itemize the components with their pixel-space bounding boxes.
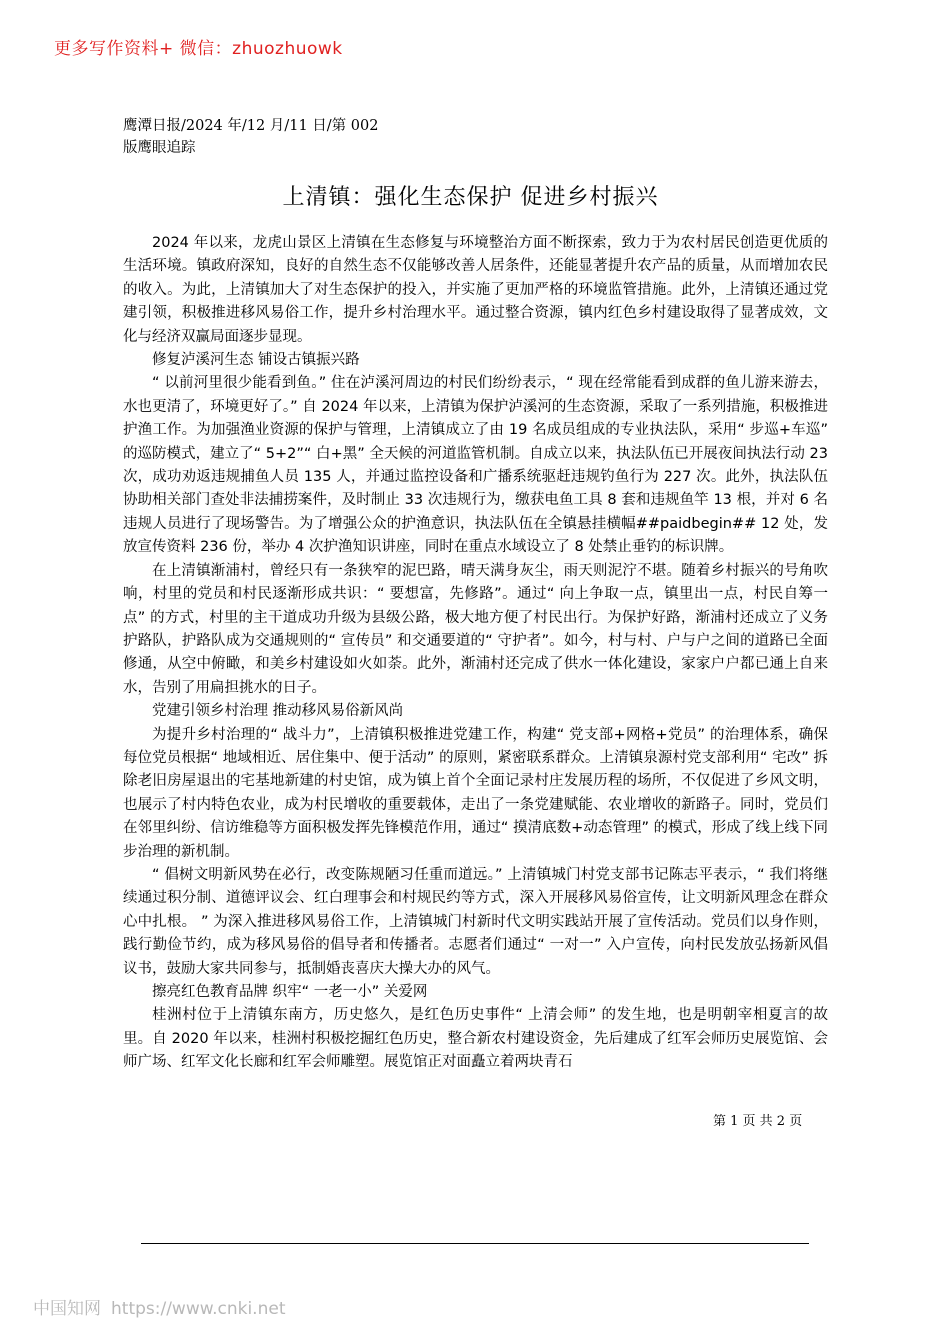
section-subheading: 党建引领乡村治理 推动移风易俗新风尚: [152, 703, 404, 720]
promo-banner: 更多写作资料+ 微信：zhuozhuowk: [54, 39, 343, 59]
column-name: 版鹰眼追踪: [123, 140, 196, 156]
paragraph: 在上清镇渐浦村，曾经只有一条狭窄的泥巴路，晴天满身灰尘，雨天则泥泞不堪。随着乡村振兴的号角吹响，村里的党员和村民逐渐形成共识：“ 要想富，先修路”。通过“ 向上争取一点，镇里出一点，村民自筹一点” 的方式，村里的主干道成功升级为县级公路，极大地方便了村民出行。为保护好路，渐浦村还成立了义务护路队，护路队成为交通规则的“ 宣传员” 和交通要道的“ 守护者”。如今，村与村、户与户之间的道路已全面修通，从空中俯瞰，和美乡村建设如火如荼。此外，渐浦村还完成了供水一体化建设，家家户户都已通上自来水，告别了用扁担挑水的日子。: [123, 562, 828, 696]
paragraph: “ 倡树文明新风势在必行，改变陈规陋习任重而道远。” 上清镇城门村党支部书记陈志平表示，“ 我们将继续通过积分制、道德评议会、红白理事会和村规民约等方式，深入开展移风易俗宣传，让文明新风理念在群众心中扎根。 ” 为深入推进移风易俗工作，上清镇城门村新时代文明实践站开展了宣传活动。党员们以身作则，践行勤俭节约，成为移风易俗的倡导者和传播者。志愿者们通过“ 一对一” 入户宣传，向村民发放弘扬新风倡议书，鼓励大家共同参与，抵制婚丧喜庆大操大办的风气。: [123, 866, 828, 977]
publication-source-line: 鹰潭日报/2024 年/12 月/11 日/第 002: [123, 118, 379, 134]
section-subheading: 修复泸溪河生态 铺设古镇振兴路: [152, 352, 360, 369]
page-number: 第 1 页 共 2 页: [713, 1114, 803, 1129]
section-subheading: 擦亮红色教育品牌 织牢“ 一老一小” 关爱网: [152, 984, 428, 1000]
footer-divider: [141, 1243, 809, 1244]
article-title: 上清镇：强化生态保护 促进乡村振兴: [282, 185, 659, 210]
paragraph: “ 以前河里很少能看到鱼。” 住在泸溪河周边的村民们纷纷表示，“ 现在经常能看到成群的鱼儿游来游去，水也更清了，环境更好了。” 自 2024 年以来，上清镇为保护泸溪河的生态资源，采取了一系列措施，积极推进护渔工作。为加强渔业资源的保护与管理，上清镇成立了由 19 名成员组成的专业执法队，采用“ 步巡+车巡” 的巡防模式，建立了“ 5+2”“ 白+黑” 全天候的河道监管机制。自成立以来，执法队伍已开展夜间执法行动 23 次，成功劝返违规捕鱼人员 135 人，并通过监控设备和广播系统驱赶违规钓鱼行为 227 次。此外，执法队伍协助相关部门查处非法捕捞案件，及时制止 33 次违规行为，缴获电鱼工具 8 套和违规鱼竿 13 根，并对 6 名违规人员进行了现场警告。为了增强公众的护渔意识，执法队伍在全镇悬挂横幅##paidbegin## 12 处，发放宣传资料 236 份，举办 4 次护渔知识讲座，同时在重点水域设立了 8 处禁止垂钓的标识牌。: [123, 375, 828, 556]
article-body: [123, 232, 828, 1082]
watermark-brand: 中国知网: [33, 1299, 101, 1319]
paragraph: 为提升乡村治理的“ 战斗力”，上清镇积极推进党建工作，构建“ 党支部+网格+党员” 的治理体系，确保每位党员根据“ 地域相近、居住集中、便于活动” 的原则，紧密联系群众。上清镇泉源村党支部利用“ 宅改” 拆除老旧房屋退出的宅基地新建的村史馆，成为镇上首个全面记录村庄发展历程的场所，不仅促进了乡风文明，也展示了村内特色农业，成为村民增收的重要载体，走出了一条党建赋能、农业增收的新路子。同时，党员们在邻里纠纷、信访维稳等方面积极发挥先锋模范作用，通过“ 摸清底数+动态管理” 的模式，形成了线上线下同步治理的新机制。: [123, 726, 828, 860]
watermark-url: https://www.cnki.net: [111, 1299, 286, 1319]
cnki-watermark: [33, 1294, 285, 1319]
paragraph: 2024 年以来，龙虎山景区上清镇在生态修复与环境整治方面不断探索，致力于为农村居民创造更优质的生活环境。镇政府深知，良好的自然生态不仅能够改善人居条件，还能显著提升农产品的质量，从而增加农民的收入。为此，上清镇加大了对生态保护的投入，并实施了更加严格的环境监管措施。此外，上清镇还通过党建引领，积极推进移风易俗工作，提升乡村治理水平。通过整合资源，镇内红色乡村建设取得了显著成效，文化与经济双赢局面逐步显现。: [123, 235, 828, 345]
paragraph: 桂洲村位于上清镇东南方，历史悠久，是红色历史事件“ 上清会师” 的发生地，也是明朝宰相夏言的故里。自 2020 年以来，桂洲村积极挖掘红色历史，整合新农村建设资金，先后建成了红军会师历史展览馆、会师广场、红军文化长廊和红军会师雕塑。展览馆正对面矗立着两块青石: [123, 1007, 828, 1071]
